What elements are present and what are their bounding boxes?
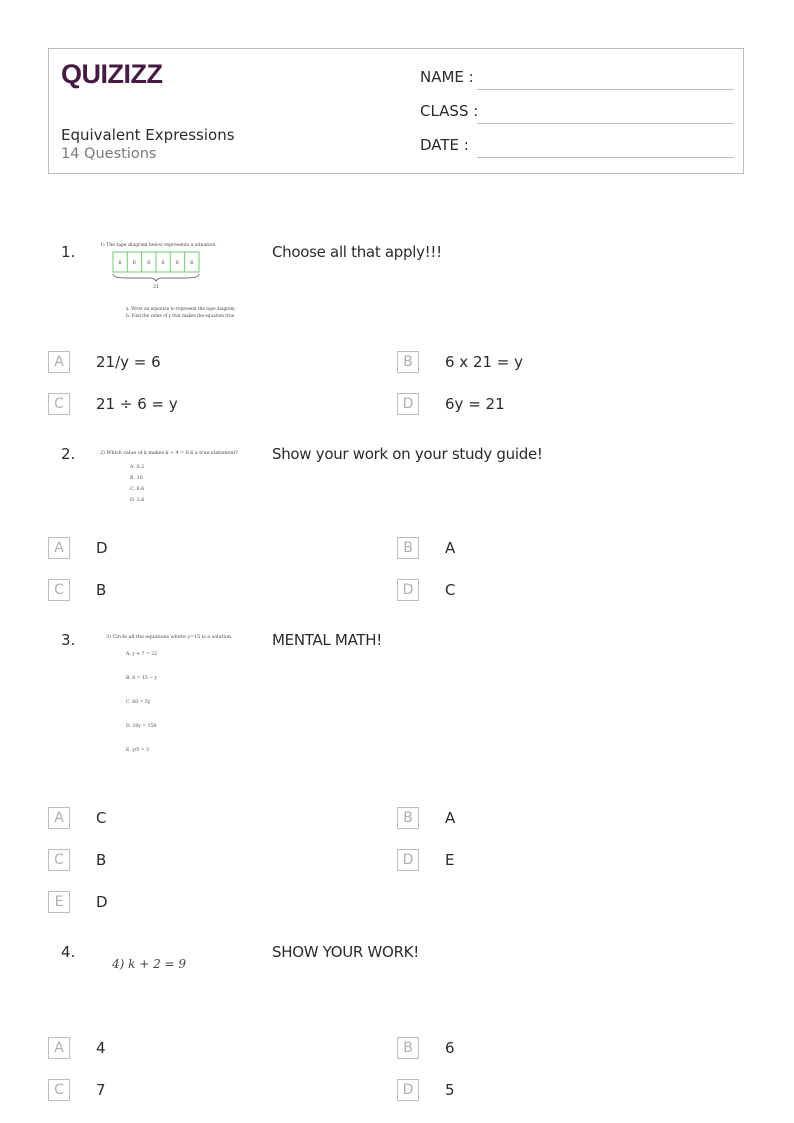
question-text: SHOW YOUR WORK!	[272, 943, 419, 961]
tape-diagram	[113, 252, 199, 290]
date-label: DATE :	[420, 136, 469, 154]
option-text[interactable]: 6y = 21	[445, 395, 505, 413]
class-line[interactable]	[477, 123, 734, 124]
option-letter-box[interactable]: B	[397, 537, 419, 559]
option-text[interactable]: 21/y = 6	[96, 353, 161, 371]
image-line: C. 60 = 5y	[126, 700, 151, 705]
option-letter-box[interactable]: A	[48, 807, 70, 829]
question-image	[96, 950, 256, 976]
date-field[interactable]	[420, 136, 734, 160]
option-text[interactable]: 7	[96, 1081, 106, 1099]
option-text[interactable]: 4	[96, 1039, 106, 1057]
class-field[interactable]	[420, 102, 734, 126]
image-line: E. y/5 = 3	[126, 748, 150, 753]
option-text[interactable]: C	[445, 581, 456, 599]
question-count: 14 Questions	[61, 146, 157, 162]
question-number: 3.	[61, 631, 76, 649]
option-letter-box[interactable]: A	[48, 537, 70, 559]
name-field[interactable]	[420, 68, 734, 92]
question-text: Show your work on your study guide!	[272, 445, 543, 463]
question-text: MENTAL MATH!	[272, 631, 382, 649]
date-line[interactable]	[477, 157, 734, 158]
tape-cell: 6	[175, 260, 179, 266]
image-line: B. 10	[130, 476, 143, 481]
option-text[interactable]: 21 ÷ 6 = y	[96, 395, 178, 413]
question-number: 4.	[61, 943, 76, 961]
quizizz-logo: QUIZIZZ	[61, 59, 163, 89]
tape-cell: 6	[118, 260, 122, 266]
option-text[interactable]: A	[445, 809, 456, 827]
option-letter-box[interactable]: D	[397, 579, 419, 601]
image-line: B. 8 = 15 − y	[126, 676, 158, 681]
option-text[interactable]: 6 x 21 = y	[445, 353, 524, 371]
image-line: b. Find the value of y that makes the equation true.	[126, 313, 236, 318]
tape-cell: 6	[132, 260, 136, 266]
image-heading: 2) Which value of k makes k + 4 = 6.6 a true statement?	[100, 451, 238, 456]
question-number: 1.	[61, 243, 76, 261]
image-line: A. y + 7 = 22	[126, 652, 158, 657]
option-text[interactable]: D	[96, 893, 108, 911]
option-letter-box[interactable]: C	[48, 849, 70, 871]
question-image	[96, 628, 256, 762]
image-line: A. 0.2	[130, 465, 145, 470]
option-text[interactable]: D	[96, 539, 108, 557]
question-image	[96, 238, 256, 324]
image-expression: 4) k + 2 = 9	[112, 957, 187, 971]
tape-cell: 6	[161, 260, 165, 266]
worksheet-title: Equivalent Expressions	[61, 126, 235, 144]
question-number: 2.	[61, 445, 76, 463]
image-heading: 1) The tape diagram below represents a situation.	[100, 243, 217, 248]
option-text[interactable]: A	[445, 539, 456, 557]
option-letter-box[interactable]: D	[397, 849, 419, 871]
class-label: CLASS :	[420, 102, 479, 120]
option-letter-box[interactable]: A	[48, 351, 70, 373]
option-text[interactable]: 5	[445, 1081, 455, 1099]
option-text[interactable]: C	[96, 809, 107, 827]
image-line: a. Write an equation to represent the tape diagram.	[126, 306, 236, 311]
worksheet-header	[48, 48, 744, 174]
tape-cell: 6	[147, 260, 151, 266]
option-letter-box[interactable]: C	[48, 579, 70, 601]
tape-total: 21	[153, 285, 160, 290]
option-letter-box[interactable]: B	[397, 807, 419, 829]
option-text[interactable]: E	[445, 851, 455, 869]
image-line: D. 10y = 150	[126, 724, 157, 729]
image-line: D. 2.6	[130, 498, 145, 503]
option-letter-box[interactable]: B	[397, 1037, 419, 1059]
option-letter-box[interactable]: D	[397, 1079, 419, 1101]
option-text[interactable]: 6	[445, 1039, 455, 1057]
question-image	[96, 444, 256, 506]
name-line[interactable]	[477, 89, 734, 90]
option-letter-box[interactable]: B	[397, 351, 419, 373]
option-letter-box[interactable]: A	[48, 1037, 70, 1059]
option-letter-box[interactable]: C	[48, 1079, 70, 1101]
tape-cell: 6	[190, 260, 194, 266]
image-line: C. 6.6	[130, 487, 145, 492]
option-text[interactable]: B	[96, 851, 107, 869]
image-heading: 3) Circle all the equations where y=15 is a solution.	[106, 635, 233, 640]
option-letter-box[interactable]: D	[397, 393, 419, 415]
name-label: NAME :	[420, 68, 474, 86]
option-letter-box[interactable]: C	[48, 393, 70, 415]
option-text[interactable]: B	[96, 581, 107, 599]
option-letter-box[interactable]: E	[48, 891, 70, 913]
question-text: Choose all that apply!!!	[272, 243, 442, 261]
